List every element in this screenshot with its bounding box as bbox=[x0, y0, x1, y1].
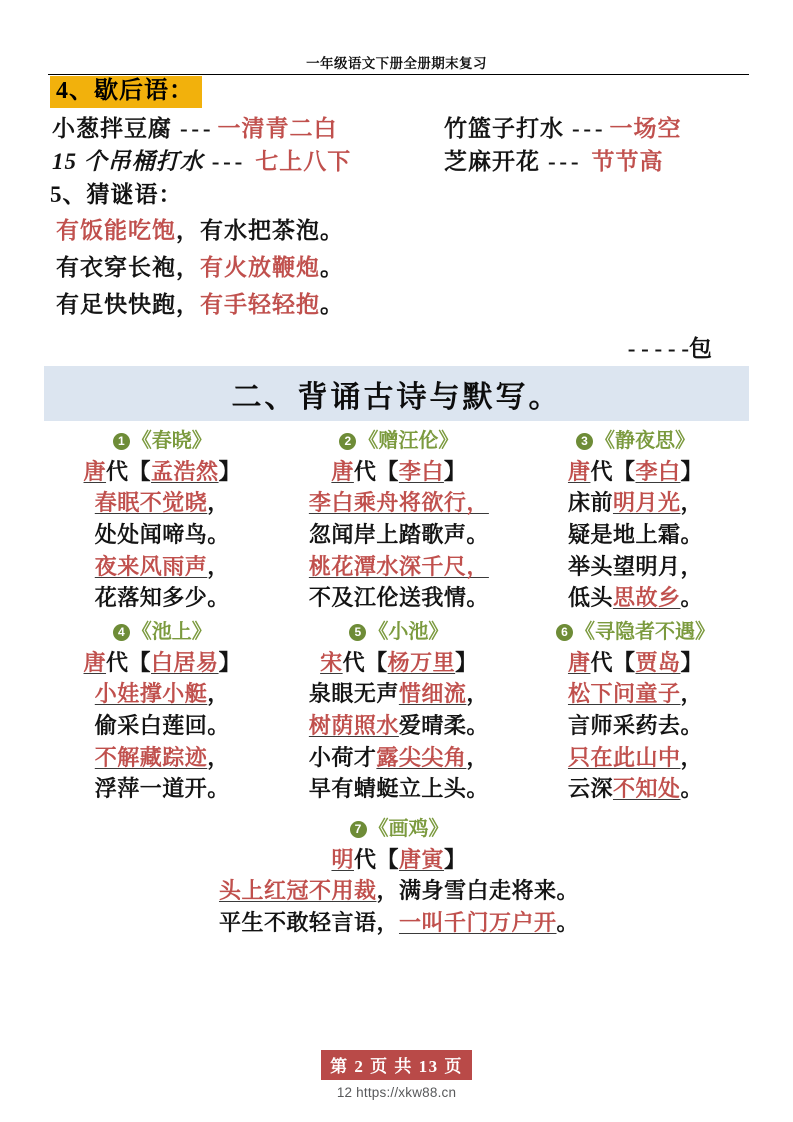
xiehouyu-prompt: 竹篮子打水 bbox=[444, 116, 564, 141]
xiehouyu-answer: 一清青二白 bbox=[217, 116, 338, 141]
poem-title bbox=[281, 618, 518, 647]
poem-line bbox=[517, 582, 754, 614]
poem-author-highlight: 唐 bbox=[567, 459, 591, 484]
section-two-banner bbox=[44, 366, 749, 421]
poem-line-text: 疑是地上霜。 bbox=[567, 521, 703, 547]
poem-number-circle-icon: 3 bbox=[576, 433, 593, 450]
poem-author-highlight: 唐寅 bbox=[399, 846, 445, 872]
poem-line bbox=[281, 519, 518, 551]
poem-author-text: 】 bbox=[680, 459, 704, 484]
poem-title bbox=[517, 618, 754, 647]
riddle-answer-text: 有饭能吃饱 bbox=[56, 218, 176, 243]
poem-title-text: 《春晓》 bbox=[131, 430, 212, 452]
poem-line bbox=[44, 742, 281, 774]
poem-3 bbox=[517, 427, 754, 614]
poem-line-text: 云深 bbox=[567, 776, 613, 802]
poem-line bbox=[517, 519, 754, 551]
poem-line-text: 。 bbox=[680, 776, 703, 802]
riddle-block bbox=[56, 212, 676, 323]
poem-column bbox=[44, 618, 281, 809]
poem-line-highlight: 春眠不觉晓 bbox=[94, 490, 208, 516]
poem-line-text: 低头 bbox=[567, 585, 613, 611]
poem-author-text: 】 bbox=[443, 459, 467, 484]
poem-line bbox=[281, 710, 518, 742]
riddle-text: 。 bbox=[320, 292, 344, 317]
poem-author bbox=[44, 647, 281, 678]
poem-title-text: 《池上》 bbox=[131, 620, 212, 643]
poem-line-text: 偷采白莲回。 bbox=[94, 712, 230, 738]
poem-line bbox=[517, 678, 754, 710]
xiehouyu-dash: - - - bbox=[572, 116, 602, 141]
poem-line-highlight: 思故乡 bbox=[612, 585, 681, 611]
poem-line bbox=[44, 875, 754, 907]
poem-author-highlight: 贾岛 bbox=[635, 649, 681, 675]
poem-line bbox=[281, 678, 518, 710]
poem-line-text: 处处闻啼鸟。 bbox=[94, 521, 230, 547]
poem-author-highlight: 唐 bbox=[83, 459, 107, 484]
poem-line-highlight: 只在此山中 bbox=[567, 744, 681, 770]
riddle-text: ，有水把茶泡。 bbox=[176, 218, 344, 243]
xiehouyu-dash: - - - bbox=[211, 149, 242, 174]
xiehouyu-answer: 节节高 bbox=[591, 149, 664, 174]
poem-author-highlight: 宋 bbox=[320, 649, 343, 675]
poem-line-text: ， bbox=[680, 681, 703, 707]
poem-author-text: 】 bbox=[218, 649, 242, 675]
poem-author-text: 】 bbox=[680, 649, 704, 675]
section-two-banner-text: 二、背诵古诗与默写。 bbox=[231, 380, 562, 414]
poem-author-text: 】 bbox=[455, 649, 478, 675]
poem-author-highlight: 杨万里 bbox=[387, 649, 456, 675]
poem-line-text: 忽闻岸上踏歌声。 bbox=[308, 521, 489, 547]
poem-line-text: 浮萍一道开。 bbox=[94, 776, 230, 802]
poem-line bbox=[44, 678, 281, 710]
section-5-heading: 5、猜谜语： bbox=[50, 182, 183, 207]
xiehouyu-left bbox=[52, 143, 444, 176]
poem-author-text: 】 bbox=[444, 846, 467, 872]
poem-title bbox=[44, 815, 754, 844]
xiehouyu-answer: 一场空 bbox=[609, 116, 682, 141]
xiehouyu-prompt: 芝麻开花 bbox=[444, 149, 540, 174]
poem-author bbox=[281, 456, 518, 487]
poem-author-text: 代【 bbox=[106, 649, 152, 675]
xiehouyu-row bbox=[52, 143, 752, 176]
poem-line-text: ， bbox=[680, 744, 703, 770]
poem-number-circle-icon: 6 bbox=[556, 624, 573, 641]
poem-author-highlight: 明 bbox=[331, 846, 354, 872]
poem-line bbox=[517, 710, 754, 742]
poem-number-circle-icon: 5 bbox=[349, 624, 366, 641]
poem-line bbox=[44, 710, 281, 742]
xiehouyu-right bbox=[444, 110, 681, 143]
poem-author-highlight: 唐 bbox=[331, 459, 354, 484]
poem-author bbox=[44, 456, 281, 487]
poem-line bbox=[44, 582, 281, 614]
riddle-answer-text: 有手轻轻抱 bbox=[200, 292, 320, 317]
poem-author-text: 代【 bbox=[106, 459, 152, 484]
poem-author-text: 代【 bbox=[353, 846, 399, 872]
poem-line bbox=[517, 551, 754, 583]
xiehouyu-prompt: 15 个吊桶打水 bbox=[52, 149, 204, 174]
poem-author-highlight: 李白 bbox=[398, 459, 444, 484]
running-header-title: 一年级语文下册全册期末复习 bbox=[306, 56, 487, 71]
poem-line-highlight: 明月光 bbox=[612, 490, 681, 516]
poem-author-highlight: 李白 bbox=[635, 459, 681, 484]
poem-line-highlight: 树荫照水 bbox=[308, 712, 399, 738]
poem-column bbox=[281, 427, 518, 618]
poem-line-highlight: 一叫千门万户开 bbox=[398, 909, 557, 935]
poem-line-highlight: 小娃撑小艇 bbox=[94, 681, 208, 707]
poem-author-highlight: 唐 bbox=[567, 649, 591, 675]
page-number-badge: 第 2 页 共 13 页 bbox=[321, 1050, 472, 1080]
poem-line-text: ， bbox=[680, 490, 703, 516]
poem-title-text: 《画鸡》 bbox=[368, 817, 449, 840]
poem-author-highlight: 唐 bbox=[83, 649, 107, 675]
poem-1 bbox=[44, 427, 281, 614]
poem-author-highlight: 孟浩然 bbox=[151, 459, 219, 484]
riddle-line bbox=[56, 212, 676, 249]
poem-line-text: ， bbox=[207, 681, 230, 707]
poem-6 bbox=[517, 618, 754, 805]
poem-column bbox=[517, 618, 754, 809]
poem-line-highlight: 头上红冠不用裁 bbox=[218, 878, 377, 904]
xiehouyu-dash: - - - bbox=[180, 116, 210, 141]
poem-5 bbox=[281, 618, 518, 805]
poem-line-text: 不及江伦送我情。 bbox=[308, 585, 489, 611]
poem-grid bbox=[44, 427, 754, 942]
poem-author-text: 代【 bbox=[342, 649, 388, 675]
xiehouyu-right bbox=[444, 143, 663, 176]
poem-line-text: 小荷才 bbox=[308, 744, 377, 770]
poem-line-text: 。 bbox=[556, 909, 580, 935]
poem-author bbox=[517, 647, 754, 678]
page-footer bbox=[0, 1050, 793, 1100]
poem-line bbox=[44, 551, 281, 583]
poem-line bbox=[281, 742, 518, 774]
poem-line-text: ， bbox=[466, 681, 489, 707]
poem-line-highlight: 不解藏踪迹 bbox=[94, 744, 208, 770]
poem-title-text: 《赠汪伦》 bbox=[358, 430, 459, 452]
poem-title-text: 《寻隐者不遇》 bbox=[574, 620, 715, 643]
poem-author-text: 代【 bbox=[353, 459, 399, 484]
poem-line-text: 举头望明月， bbox=[567, 553, 703, 579]
poem-line-text: ， bbox=[466, 744, 489, 770]
poem-column bbox=[517, 427, 754, 618]
header-divider bbox=[48, 74, 749, 75]
poem-number-circle-icon: 2 bbox=[339, 433, 356, 450]
xiehouyu-prompt: 小葱拌豆腐 bbox=[52, 116, 172, 141]
poem-column bbox=[44, 427, 281, 618]
poem-title bbox=[44, 427, 281, 456]
xiehouyu-answer: 七上八下 bbox=[255, 149, 352, 174]
riddle-answer: - - - - -包 bbox=[627, 336, 712, 361]
poem-author-highlight: 白居易 bbox=[151, 649, 219, 675]
poem-number-circle-icon: 1 bbox=[113, 433, 130, 450]
poem-author bbox=[281, 647, 518, 678]
poem-title-text: 《静夜思》 bbox=[594, 430, 695, 452]
riddle-line bbox=[56, 286, 676, 323]
poem-line-text: ， bbox=[207, 553, 230, 579]
riddle-line bbox=[56, 249, 676, 286]
riddle-text: 有衣穿长袍， bbox=[56, 255, 200, 280]
poem-line-text: ，满身雪白走将来。 bbox=[376, 878, 580, 904]
poem-line bbox=[517, 487, 754, 519]
poem-4 bbox=[44, 618, 281, 805]
poem-number-circle-icon: 7 bbox=[350, 821, 367, 838]
poem-line bbox=[517, 773, 754, 805]
xiehouyu-block bbox=[52, 110, 752, 176]
poem-2 bbox=[281, 427, 518, 614]
poem-title-text: 《小池》 bbox=[368, 620, 449, 643]
poem-line-text: 。 bbox=[680, 585, 703, 611]
poem-line-text: 泉眼无声 bbox=[308, 681, 399, 707]
poem-line-highlight: 露尖尖角 bbox=[376, 744, 467, 770]
poem-line-text: 花落知多少。 bbox=[94, 585, 230, 611]
poem-line bbox=[281, 487, 518, 519]
poem-author-text: 】 bbox=[218, 459, 242, 484]
poem-line bbox=[44, 487, 281, 519]
poem-title bbox=[44, 618, 281, 647]
poem-number-circle-icon: 4 bbox=[113, 624, 130, 641]
riddle-answer-text: 有火放鞭炮 bbox=[200, 255, 320, 280]
riddle-text: 有足快快跑， bbox=[56, 292, 200, 317]
poem-line-text: 言师采药去。 bbox=[567, 712, 703, 738]
poem-line-highlight: 惜细流 bbox=[398, 681, 467, 707]
poem-author-text: 代【 bbox=[590, 459, 636, 484]
running-header bbox=[48, 52, 745, 73]
poem-line bbox=[517, 742, 754, 774]
poem-line-highlight: 不知处 bbox=[612, 776, 681, 802]
poem-line bbox=[281, 582, 518, 614]
poem-line bbox=[44, 907, 754, 939]
section-4-heading: 4、歇后语： bbox=[50, 76, 202, 108]
poem-line-highlight: 松下问童子 bbox=[567, 681, 681, 707]
poem-author bbox=[44, 844, 754, 875]
xiehouyu-dash: - - - bbox=[548, 149, 578, 174]
poem-line-highlight: 桃花潭水深千尺， bbox=[308, 553, 489, 579]
poem-line-text: 早有蜻蜓立上头。 bbox=[308, 776, 489, 802]
poem-line-text: 平生不敢轻言语， bbox=[218, 909, 399, 935]
poem-line-highlight: 夜来风雨声 bbox=[94, 553, 208, 579]
poem-line bbox=[281, 773, 518, 805]
footer-source-url: 12 https://xkw88.cn bbox=[336, 1085, 457, 1100]
poem-author-text: 代【 bbox=[590, 649, 636, 675]
poem-line-text: ， bbox=[207, 490, 230, 516]
xiehouyu-row bbox=[52, 110, 752, 143]
poem-title bbox=[281, 427, 518, 456]
poem-line-text: ， bbox=[207, 744, 230, 770]
poem-title bbox=[517, 427, 754, 456]
poem-line-text: 床前 bbox=[567, 490, 613, 516]
poem-line bbox=[44, 773, 281, 805]
poem-7 bbox=[44, 815, 754, 939]
xiehouyu-left bbox=[52, 110, 444, 143]
poem-column bbox=[281, 618, 518, 809]
poem-author bbox=[517, 456, 754, 487]
poem-line-highlight: 李白乘舟将欲行， bbox=[308, 490, 489, 516]
riddle-text: 。 bbox=[320, 255, 344, 280]
poem-line bbox=[44, 519, 281, 551]
poem-line-text: 爱晴柔。 bbox=[398, 712, 489, 738]
poem-line bbox=[281, 551, 518, 583]
